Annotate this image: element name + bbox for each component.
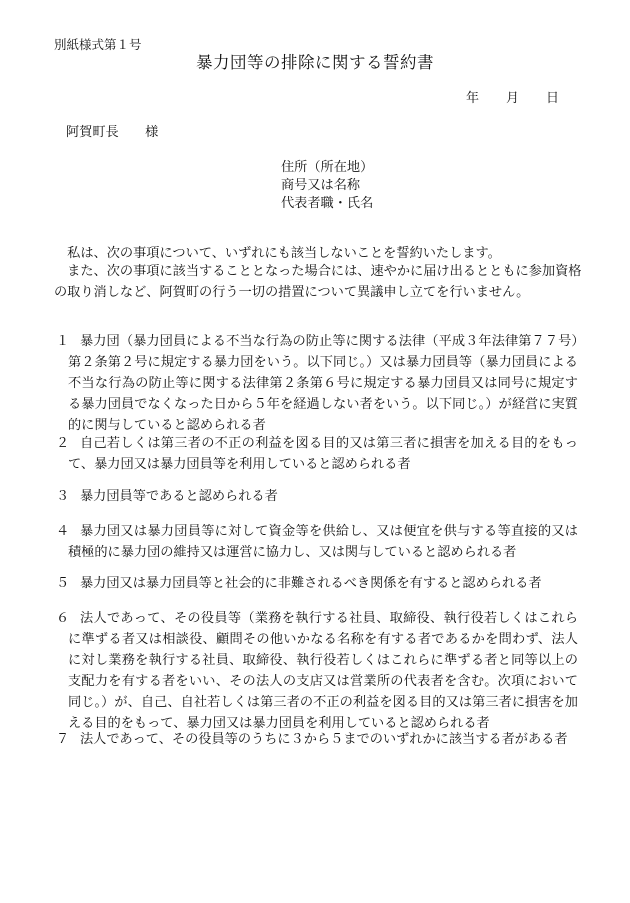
document-title: 暴力団等の排除に関する誓約書 xyxy=(196,53,434,72)
item-1 xyxy=(56,331,578,436)
addressee: 阿賀町長 様 xyxy=(66,125,159,140)
item-text: 暴力団員等であると認められる者 xyxy=(80,489,278,504)
item-6 xyxy=(56,608,578,734)
item-number: ２ xyxy=(56,436,70,451)
item-number: ６ xyxy=(56,611,70,626)
item-text: 暴力団（暴力団員による不当な行為の防止等に関する法律（平成３年法律第７７号）第２条第２号に規定する暴力団をいう。以下同じ。）又は暴力団員等（暴力団員による不当な行為の防止等に関する法律第２条第６号に規定する暴力団員又は同号に規定する暴力団員でなくなった日から５年を経過しない者をいう。以下同じ。）が経営に実質的に関与していると認められる者 xyxy=(68,334,578,433)
item-4 xyxy=(56,521,578,563)
item-2 xyxy=(56,433,578,475)
name-field: 商号又は名称 xyxy=(281,178,361,193)
date-month: 月 xyxy=(506,91,520,106)
item-number: ５ xyxy=(56,576,70,591)
item-number: ４ xyxy=(56,524,70,539)
item-text: 暴力団又は暴力団員等と社会的に非難されるべき関係を有すると認められる者 xyxy=(80,576,542,591)
item-text: 暴力団又は暴力団員等に対して資金等を供給し、又は便宜を供与する等直接的又は積極的に暴力団の維持又は運営に協力し、又は関与していると認められる者 xyxy=(68,524,578,560)
item-number: １ xyxy=(56,334,70,349)
item-text: 法人であって、その役員等のうちに３から５までのいずれかに該当する者がある者 xyxy=(80,732,568,747)
item-text: 自己若しくは第三者の不正の利益を図る目的又は第三者に損害を加える目的をもって、暴力団又は暴力団員等を利用していると認められる者 xyxy=(68,436,578,472)
item-number: ３ xyxy=(56,489,70,504)
representative-field: 代表者職・氏名 xyxy=(281,196,374,211)
date-year: 年 xyxy=(466,91,480,106)
item-text: 法人であって、その役員等（業務を執行する社員、取締役、執行役若しくはこれらに準ずる者又は相談役、顧問その他いかなる名称を有する者であるかを問わず、法人に対し業務を執行する社員、取締役、執行役若しくはこれらに準ずる者と同等以上の支配力を有する者をいい、その法人の支店又は営業所の代表者を含む。次項において同じ。）が、自己、自社若しくは第三者の不正の利益を図る目的又は第三者に損害を加える目的をもって、暴力団又は暴力団員を利用していると認められる者 xyxy=(68,611,578,731)
date-line xyxy=(466,88,559,109)
item-number: ７ xyxy=(56,732,70,747)
item-7 xyxy=(56,729,578,750)
item-3 xyxy=(56,486,578,507)
item-5 xyxy=(56,573,578,594)
form-number: 別紙様式第１号 xyxy=(54,37,142,52)
address-field: 住所（所在地） xyxy=(281,160,374,175)
pledge-paragraph: また、次の事項に該当することとなった場合には、速やかに届け出るとともに参加資格の取り消しなど、阿賀町の行う一切の措置について異議申し立てを行いません。 xyxy=(54,264,582,300)
pledge-paragraph: 私は、次の事項について、いずれにも該当しないことを誓約いたします。 xyxy=(54,246,501,261)
date-day: 日 xyxy=(546,91,560,106)
